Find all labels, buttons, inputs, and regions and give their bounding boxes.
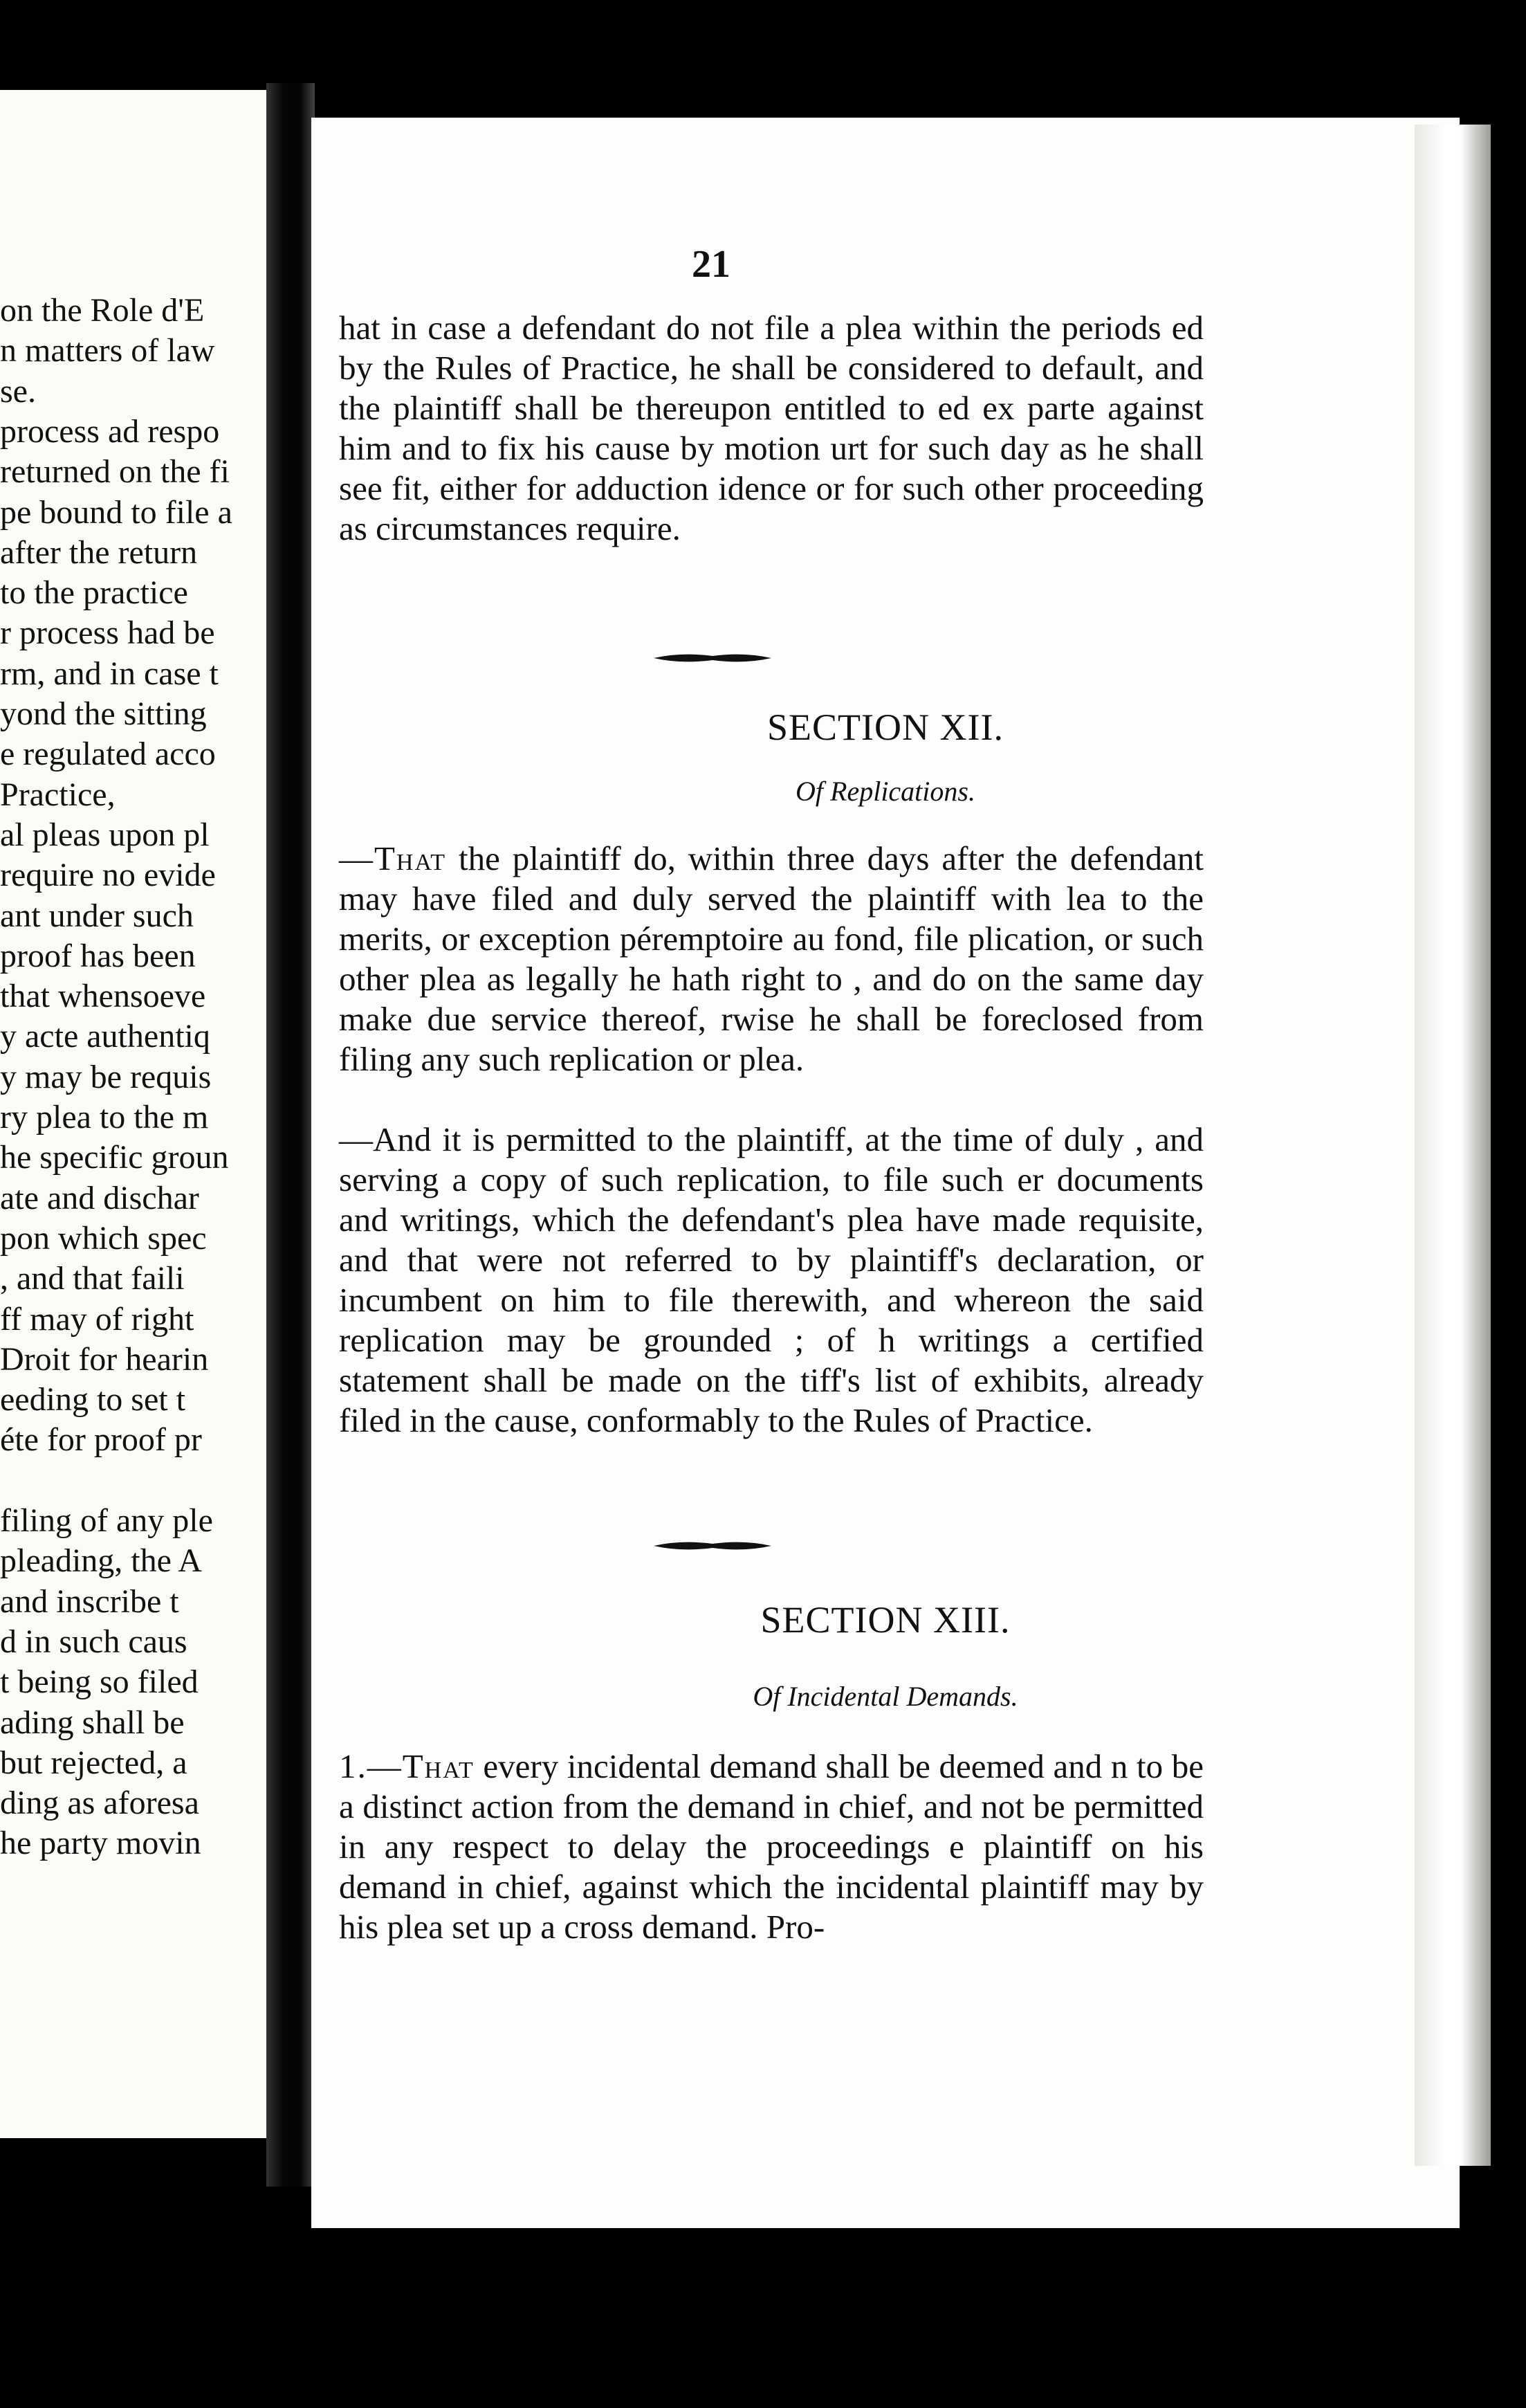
intro-paragraph bbox=[339, 308, 1204, 549]
left-page-line: rm, and in case t bbox=[0, 655, 219, 692]
section-xiii-paragraph-1 bbox=[339, 1746, 1204, 1947]
left-page-line: d in such caus bbox=[0, 1623, 187, 1660]
left-page-line: process ad respo bbox=[0, 412, 220, 450]
left-page-line: ff may of right bbox=[0, 1300, 194, 1338]
left-page-line: Droit for hearin bbox=[0, 1340, 209, 1378]
paragraph-lead: 1.—That bbox=[339, 1747, 475, 1785]
left-page-line: after the return bbox=[0, 533, 198, 571]
left-page-line: ding as aforesa bbox=[0, 1785, 199, 1822]
section-divider-ornament bbox=[654, 652, 771, 664]
left-page-line: se. bbox=[0, 372, 36, 410]
left-page-line: and inscribe t bbox=[0, 1582, 179, 1620]
left-page-line: pe bound to file a bbox=[0, 493, 232, 531]
left-page-line: but rejected, a bbox=[0, 1744, 187, 1781]
left-page-line: e regulated acco bbox=[0, 736, 216, 773]
section-xii-paragraph-1 bbox=[339, 839, 1204, 1079]
left-page-line: y acte authentiq bbox=[0, 1018, 210, 1055]
paragraph-lead: —That bbox=[339, 839, 447, 877]
left-page-line: ry plea to the m bbox=[0, 1099, 209, 1135]
left-page-line: returned on the fi bbox=[0, 453, 230, 491]
paragraph-text: —And it is permitted to the plaintiff, at the time of duly , and serving a copy of such replication, to file such er documents and writings, which the defendant's plea have made requisite, and that were not referred to by plaintiff's declaration, or incumbent on him to file therewith, and whereon the said replication may be grounded ; of h writings a certified statement shall be made on the tiff's list of exhibits, already filed in the cause, conformably to the Rules of Practice. bbox=[339, 1120, 1204, 1439]
left-page-line: y may be requis bbox=[0, 1058, 212, 1095]
left-page-line: yond the sitting bbox=[0, 695, 207, 732]
left-page-line: r process had be bbox=[0, 614, 215, 652]
page-number: 21 bbox=[692, 243, 730, 286]
left-page-line: proof has been bbox=[0, 937, 196, 974]
section-xii-subtitle: Of Replications. bbox=[796, 776, 975, 807]
left-page-line: Practice, bbox=[0, 776, 116, 813]
left-page-line: al pleas upon pl bbox=[0, 816, 210, 853]
left-page-line: éte for proof pr bbox=[0, 1421, 202, 1459]
left-page-line: he party movin bbox=[0, 1825, 201, 1862]
section-xii-title: SECTION XII. bbox=[767, 706, 1004, 748]
left-page-line: require no evide bbox=[0, 857, 216, 894]
left-page-line: n matters of law bbox=[0, 332, 215, 370]
section-xii-paragraph-2 bbox=[339, 1120, 1204, 1441]
left-page-line: to the practice bbox=[0, 574, 188, 612]
paragraph-text: the plaintiff do, within three days after the defendant may have filed and duly served the plaintiff with lea to the merits, or exception péremptoire au fond, file plication, or such other plea as legally he hath right to , and do on the same day make due service thereof, rwise he shall be foreclosed from filing any such replication or plea. bbox=[339, 839, 1204, 1078]
left-page-line: on the Role d'E bbox=[0, 292, 205, 329]
previous-page-fragment bbox=[0, 90, 291, 2138]
left-page-line: pon which spec bbox=[0, 1219, 207, 1257]
page-edge bbox=[1415, 125, 1491, 2166]
binding-gutter bbox=[266, 83, 315, 2187]
section-xiii-subtitle: Of Incidental Demands. bbox=[753, 1681, 1018, 1712]
left-page-line: that whensoeve bbox=[0, 978, 206, 1015]
left-page-line: t being so filed bbox=[0, 1663, 199, 1701]
intro-text: hat in case a defendant do not file a plea within the periods ed by the Rules of Practice, he shall be considered to default, and the plaintiff shall be thereupon entitled to ed ex parte against him and to fix his cause by motion urt for such day as he shall see fit, either for adduction idence or for such other proceeding as circumstances require. bbox=[339, 309, 1204, 547]
section-xiii-title: SECTION XIII. bbox=[760, 1599, 1011, 1641]
left-page-line: ant under such bbox=[0, 897, 194, 934]
left-page-line: ading shall be bbox=[0, 1704, 185, 1741]
left-page-line: he specific groun bbox=[0, 1139, 229, 1176]
left-page-line: eeding to set t bbox=[0, 1381, 185, 1419]
left-page-line: pleading, the A bbox=[0, 1542, 202, 1580]
left-page-line: filing of any ple bbox=[0, 1502, 213, 1539]
section-divider-ornament bbox=[654, 1540, 771, 1552]
paragraph-text: every incidental demand shall be deemed and n to be a distinct action from the demand in chief, and not be permitted in any respect to delay the proceedings e plaintiff on his demand in chief, against which the incidental plaintiff may by his plea set up a cross demand. Pro- bbox=[339, 1747, 1204, 1946]
left-page-line: ate and dischar bbox=[0, 1179, 199, 1216]
left-page-line: , and that faili bbox=[0, 1260, 185, 1297]
